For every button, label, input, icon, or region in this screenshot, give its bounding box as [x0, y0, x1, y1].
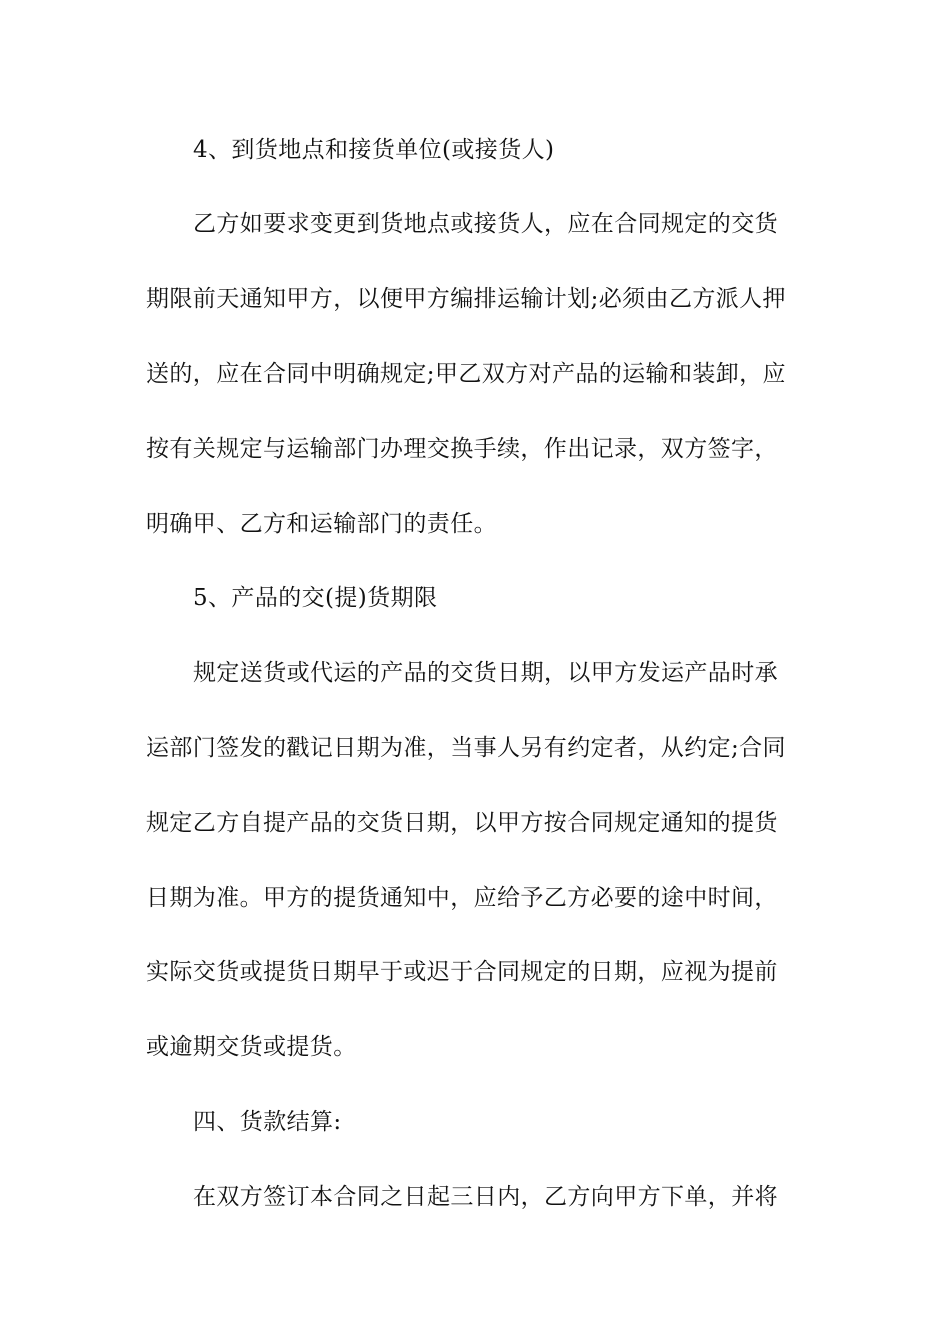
heading-delivery-location: 4、到货地点和接货单位(或接货人): [193, 137, 555, 163]
paragraph-line: 规定送货或代运的产品的交货日期，以甲方发运产品时承: [193, 660, 778, 686]
paragraph-line: 日期为准。甲方的提货通知中，应给予乙方必要的途中时间，: [146, 885, 778, 911]
paragraph-line: 送的，应在合同中明确规定;甲乙双方对产品的运输和装卸，应: [146, 361, 786, 387]
heading-payment-settlement: 四、货款结算:: [193, 1109, 342, 1135]
paragraph-line: 期限前天通知甲方，以便甲方编排运输计划;必须由乙方派人押: [146, 286, 786, 312]
paragraph-line: 实际交货或提货日期早于或迟于合同规定的日期，应视为提前: [146, 959, 778, 985]
paragraph-line: 按有关规定与运输部门办理交换手续，作出记录，双方签字，: [146, 436, 778, 462]
paragraph-line: 运部门签发的戳记日期为准，当事人另有约定者，从约定;合同: [146, 735, 786, 761]
paragraph-line: 规定乙方自提产品的交货日期，以甲方按合同规定通知的提货: [146, 810, 778, 836]
paragraph-line: 在双方签订本合同之日起三日内，乙方向甲方下单，并将: [193, 1184, 778, 1210]
heading-delivery-period: 5、产品的交(提)货期限: [193, 585, 438, 611]
paragraph-line: 或逾期交货或提货。: [146, 1034, 357, 1060]
paragraph-line: 明确甲、乙方和运输部门的责任。: [146, 511, 497, 537]
paragraph-line: 乙方如要求变更到货地点或接货人，应在合同规定的交货: [193, 211, 778, 237]
